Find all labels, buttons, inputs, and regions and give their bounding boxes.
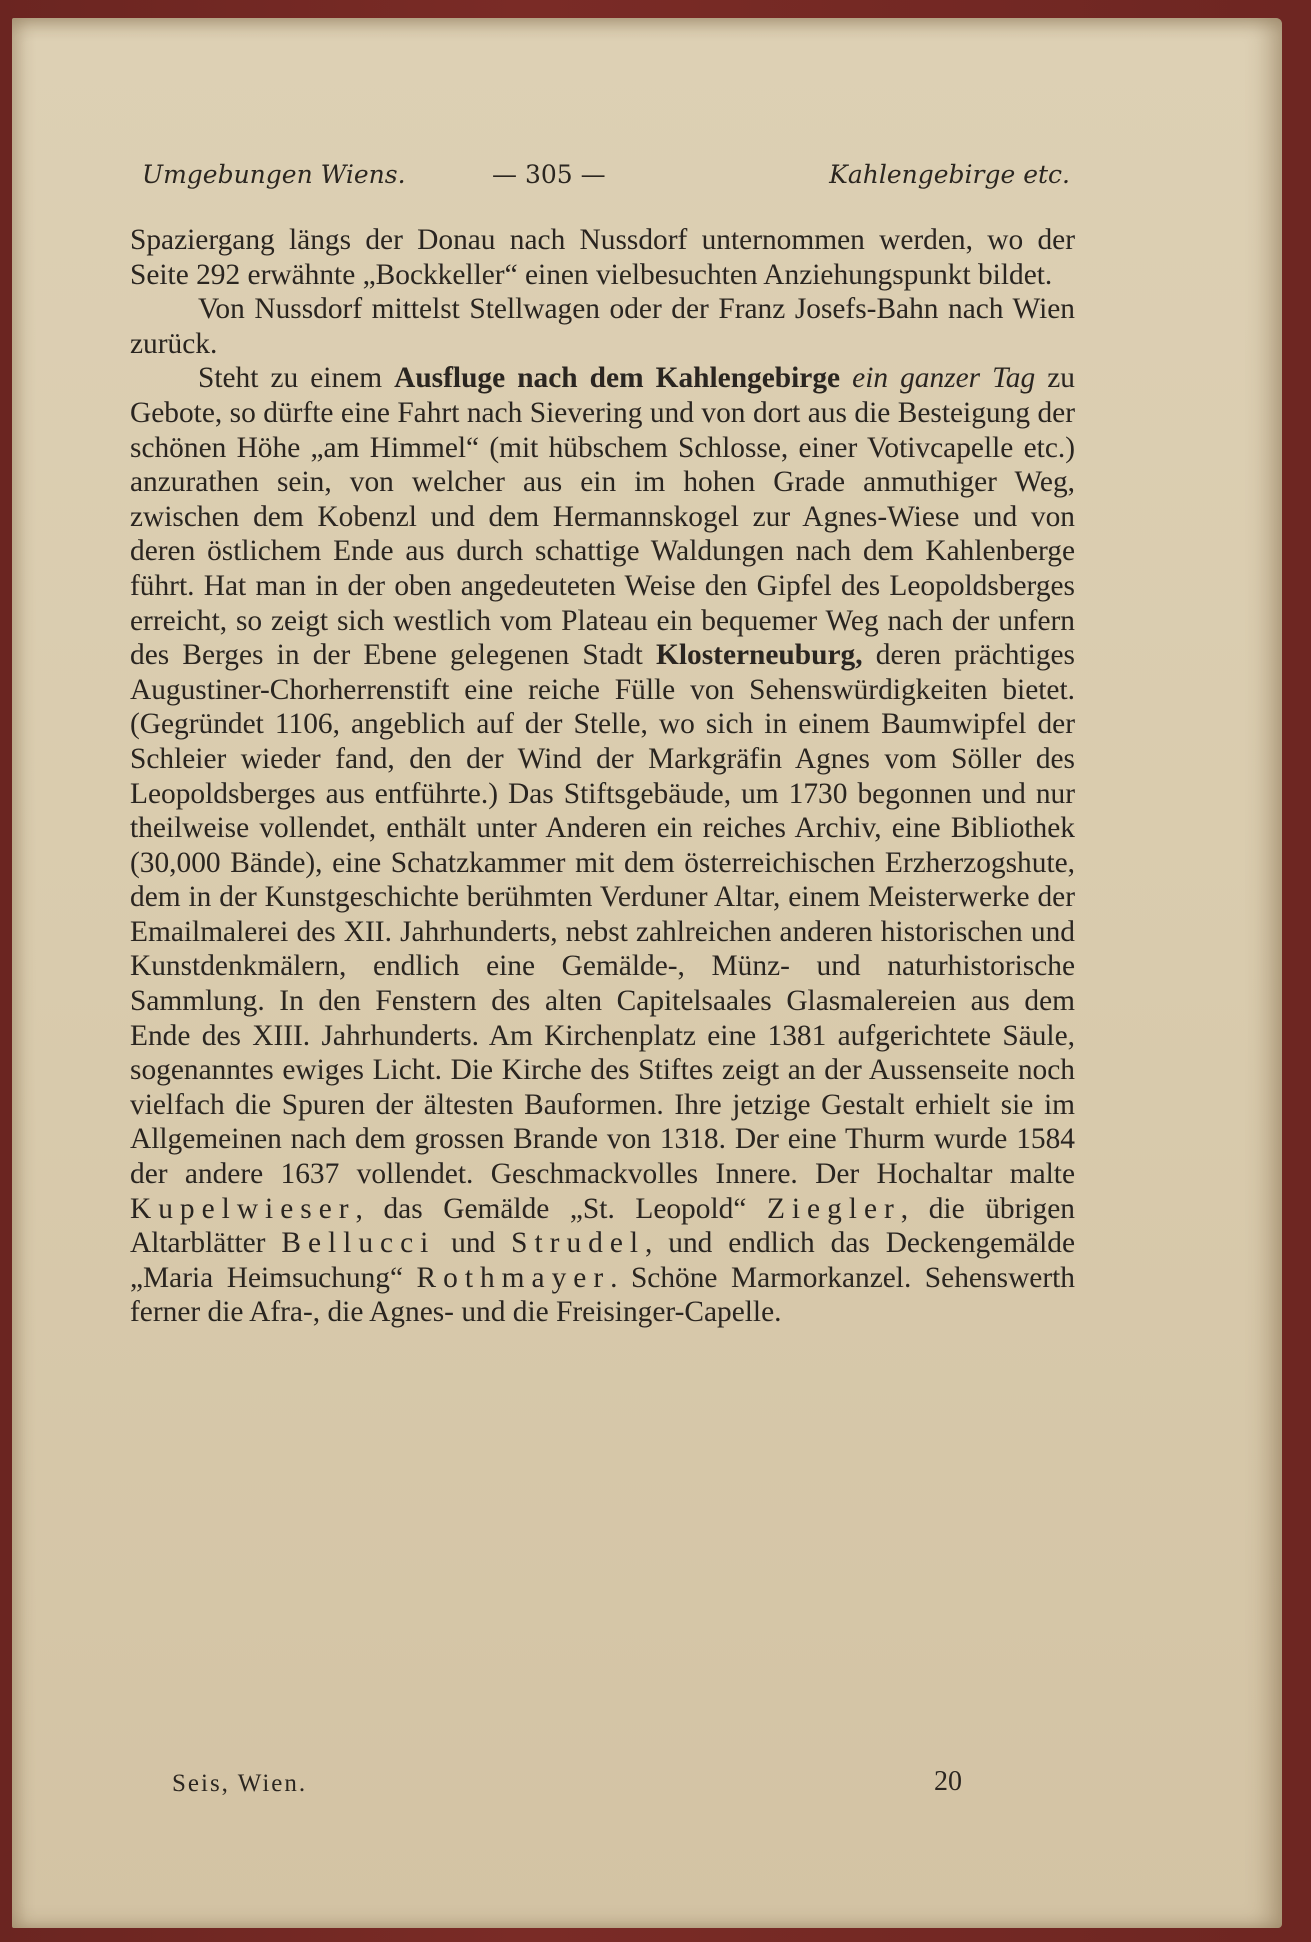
spaced-name: Ziegler <box>766 1192 901 1225</box>
spaced-name: Rothmayer <box>416 1261 611 1294</box>
header-chapter-title: Kahlengebirge etc. <box>829 160 1070 189</box>
spaced-name: Strudel <box>511 1227 646 1260</box>
text-run: und <box>435 1227 512 1260</box>
running-header <box>142 160 1070 200</box>
page-footer <box>172 1766 972 1810</box>
italic-term: ein ganzer Tag <box>852 362 1036 395</box>
page-body <box>130 223 1075 1330</box>
header-section-title: Umgebungen Wiens. <box>142 160 406 189</box>
bold-term: Ausfluge nach dem Kahlengebirge <box>394 362 841 395</box>
text-run: , und endlich das Deckengemälde „Maria Heimsuchung“ <box>130 1227 1076 1294</box>
text-run: , die übrigen Altarblätter <box>130 1192 1075 1260</box>
bold-term: Klosterneuburg, <box>656 639 863 672</box>
text-run: , das Gemälde „St. Leopold“ <box>355 1192 767 1225</box>
spaced-name: Kupelwieser <box>130 1192 356 1225</box>
text-run <box>840 362 852 394</box>
paragraph: Von Nussdorf mittelst Stellwagen oder der Franz Josefs-Bahn nach Wien zurück. <box>130 293 1075 360</box>
text-run: deren prächtiges Augustiner-Chorherrenstift eine reiche Fülle von Sehenswürdigkeiten bietet. (Gegründet 1106, angeblich auf der Stelle, wo sich in einem Baumwipfel der Schleier wieder fand, den der Wind der Markgräfin Agnes vom Söller des Leopoldsberges aus entführte.) Das Stiftsgebäude, um 1730 begonnen und nur theilweise vollendet, enthält unter Anderen ein reiches Archiv, eine Bibliothek (30,000 Bände), eine Schatzkammer mit dem österreichischen Erzherzogshute, dem in der Kunstgeschichte berühmten Verduner Altar, einem Meisterwerke der Emailmalerei des XII. Jahrhunderts, nebst zahlreichen anderen historischen und Kunstdenkmälern, endlich eine Gemälde-, Münz- und naturhistorische Sammlung. In den Fenstern des alten Capitelsaales Glasmalereien aus dem Ende des XIII. Jahrhunderts. Am Kirchenplatz eine 1381 aufgerichtete Säule, sogenanntes ewiges Licht. Die Kirche des Stiftes zeigt an der Aussenseite noch vielfach die Spuren der ältesten Bauformen. Ihre jetzige Gestalt erhielt sie im Allgemeinen nach dem grossen Brande von 1318. Der eine Thurm wurde 1584 der andere 1637 vollendet. Geschmackvolles Innere. Der Hochaltar malte <box>130 639 1075 1191</box>
paragraph <box>130 361 1075 1330</box>
paragraph: Spaziergang längs der Donau nach Nussdorf unternommen werden, wo der Seite 292 erwähnte „Bockkeller“ einen vielbesuchten Anziehungspunkt bildet. <box>130 224 1075 291</box>
page-number: — 305 — <box>492 160 606 189</box>
text-run: . Schöne Marmorkanzel. Sehenswerth ferner die Afra-, die Agnes- und die Freisinger-Capelle. <box>130 1261 1075 1329</box>
spaced-name: Bellucci <box>281 1227 436 1260</box>
signature-number: 20 <box>934 1766 962 1797</box>
printer-mark: Seis, Wien. <box>172 1770 308 1797</box>
text-run: zu Gebote, so dürfte eine Fahrt nach Sievering und von dort aus die Besteigung der schönen Höhe „am Himmel“ (mit hübschem Schlosse, einer Votivcapelle etc.) anzurathen sein, von welcher aus ein im hohen Grade anmuthiger Weg, zwischen dem Kobenzl und dem Hermannskogel zur Agnes-Wiese und von deren östlichem Ende aus durch schattige Waldungen nach dem Kahlenberge führt. Hat man in der oben angedeuteten Weise den Gipfel des Leopoldsberges erreicht, so zeigt sich westlich vom Plateau ein bequemer Weg nach der unfern des Berges in der Ebene gelegenen Stadt <box>130 362 1075 672</box>
text-run: Steht zu einem <box>198 362 395 395</box>
